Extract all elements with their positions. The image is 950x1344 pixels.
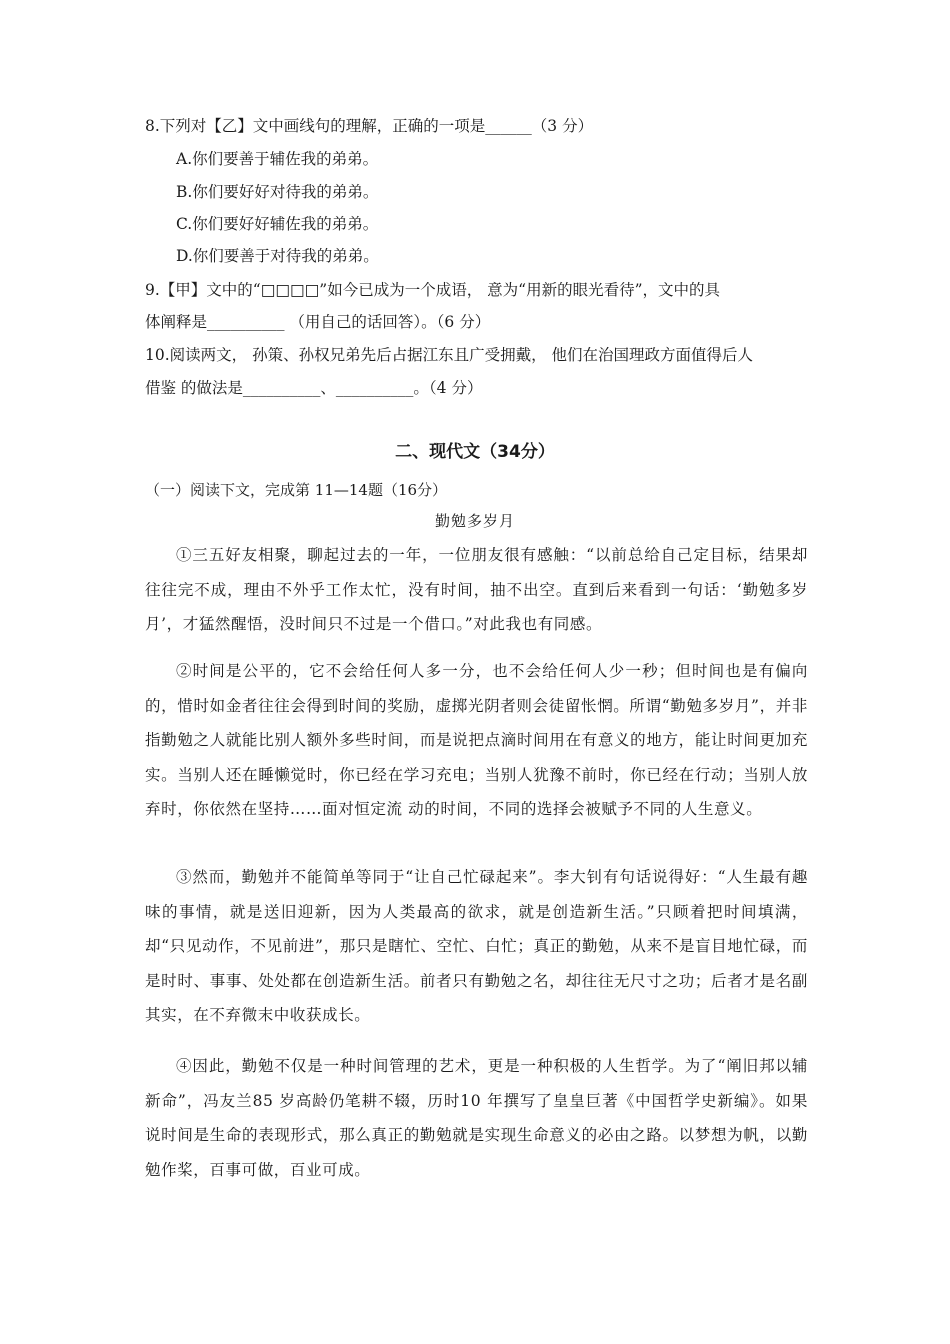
article-paragraph-3: ③然而，勤勉并不能简单等同于“让自己忙碌起来”。李大钊有句话说得好：“人生最有趣味的事情，就是送旧迎新，因为人类最高的欲求，就是创造新生活。”只顾着把时间填满，却“只见动作，不见前进”，那只是瞎忙、空忙、白忙；真正的勤勉，从来不是盲目地忙碌，而是时时、事事、处处都在创造新生活。前者只有勤勉之名，却往往无尺寸之功；后者才是名副其实，在不弃微末中收获成长。 — [145, 868, 808, 1025]
article-paragraph-4: ④因此，勤勉不仅是一种时间管理的艺术，更是一种积极的人生哲学。为了“阐旧邦以辅新命”，冯友兰85 岁高龄仍笔耕不辍，历时10 年撰写了皇皇巨著《中国哲学史新编》。如果说时间是生命的表现形式，那么真正的勤勉就是实现生命意义的必由之路。以梦想为帆，以勤勉作桨，百事可做，百业可成。 — [145, 1057, 808, 1179]
article-paragraph-2: ②时间是公平的，它不会给任何人多一分，也不会给任何人少一秒；但时间也是有偏向的，惜时如金者往往会得到时间的奖励，虚掷光阴者则会徒留怅惘。所谓“勤勉多岁月”，并非指勤勉之人就能比别人额外多些时间，而是说把点滴时间用在有意义的地方，能让时间更加充实。当别人还在睡懒觉时，你已经在学习充电；当别人犹豫不前时，你已经在行动；当别人放弃时，你依然在坚持……面对恒定流 动的时间，不同的选择会被赋予不同的人生意义。 — [145, 662, 808, 819]
question-8-option-a: A.你们要善于辅佐我的弟弟。 — [176, 150, 379, 168]
question-10-line-1: 10.阅读两文， 孙策、孙权兄弟先后占据江东且广受拥戴， 他们在治国理政方面值得后人 — [145, 346, 754, 364]
question-9-line-2: 体阐释是__________ （用自己的话回答）。（6 分） — [145, 313, 491, 331]
question-8-option-d: D.你们要善于对待我的弟弟。 — [176, 247, 379, 265]
question-8-stem: 8.下列对【乙】文中画线句的理解，正确的一项是______（3 分） — [145, 117, 594, 135]
article-title: 勤勉多岁月 — [434, 512, 515, 530]
section-heading: 二、现代文（34分） — [395, 442, 555, 462]
question-10-line-2: 借鉴 的做法是__________、__________。（4 分） — [145, 379, 483, 397]
question-9-line-1: 9.【甲】文中的“□□□□”如今已成为一个成语， 意为“用新的眼光看待”，文中的具 — [145, 281, 720, 299]
question-8-option-c: C.你们要好好辅佐我的弟弟。 — [176, 215, 379, 233]
question-8-option-b: B.你们要好好对待我的弟弟。 — [176, 183, 379, 201]
article-paragraph-1: ①三五好友相聚，聊起过去的一年，一位朋友很有感触：“以前总给自己定目标，结果却往往完不成，理由不外乎工作太忙，没有时间，抽不出空。直到后来看到一句话：‘勤勉多岁月’，才猛然醒悟，没时间只不过是一个借口。”对此我也有同感。 — [145, 546, 808, 634]
section-subheading: （一）阅读下文，完成第 11—14题（16分） — [145, 481, 448, 499]
